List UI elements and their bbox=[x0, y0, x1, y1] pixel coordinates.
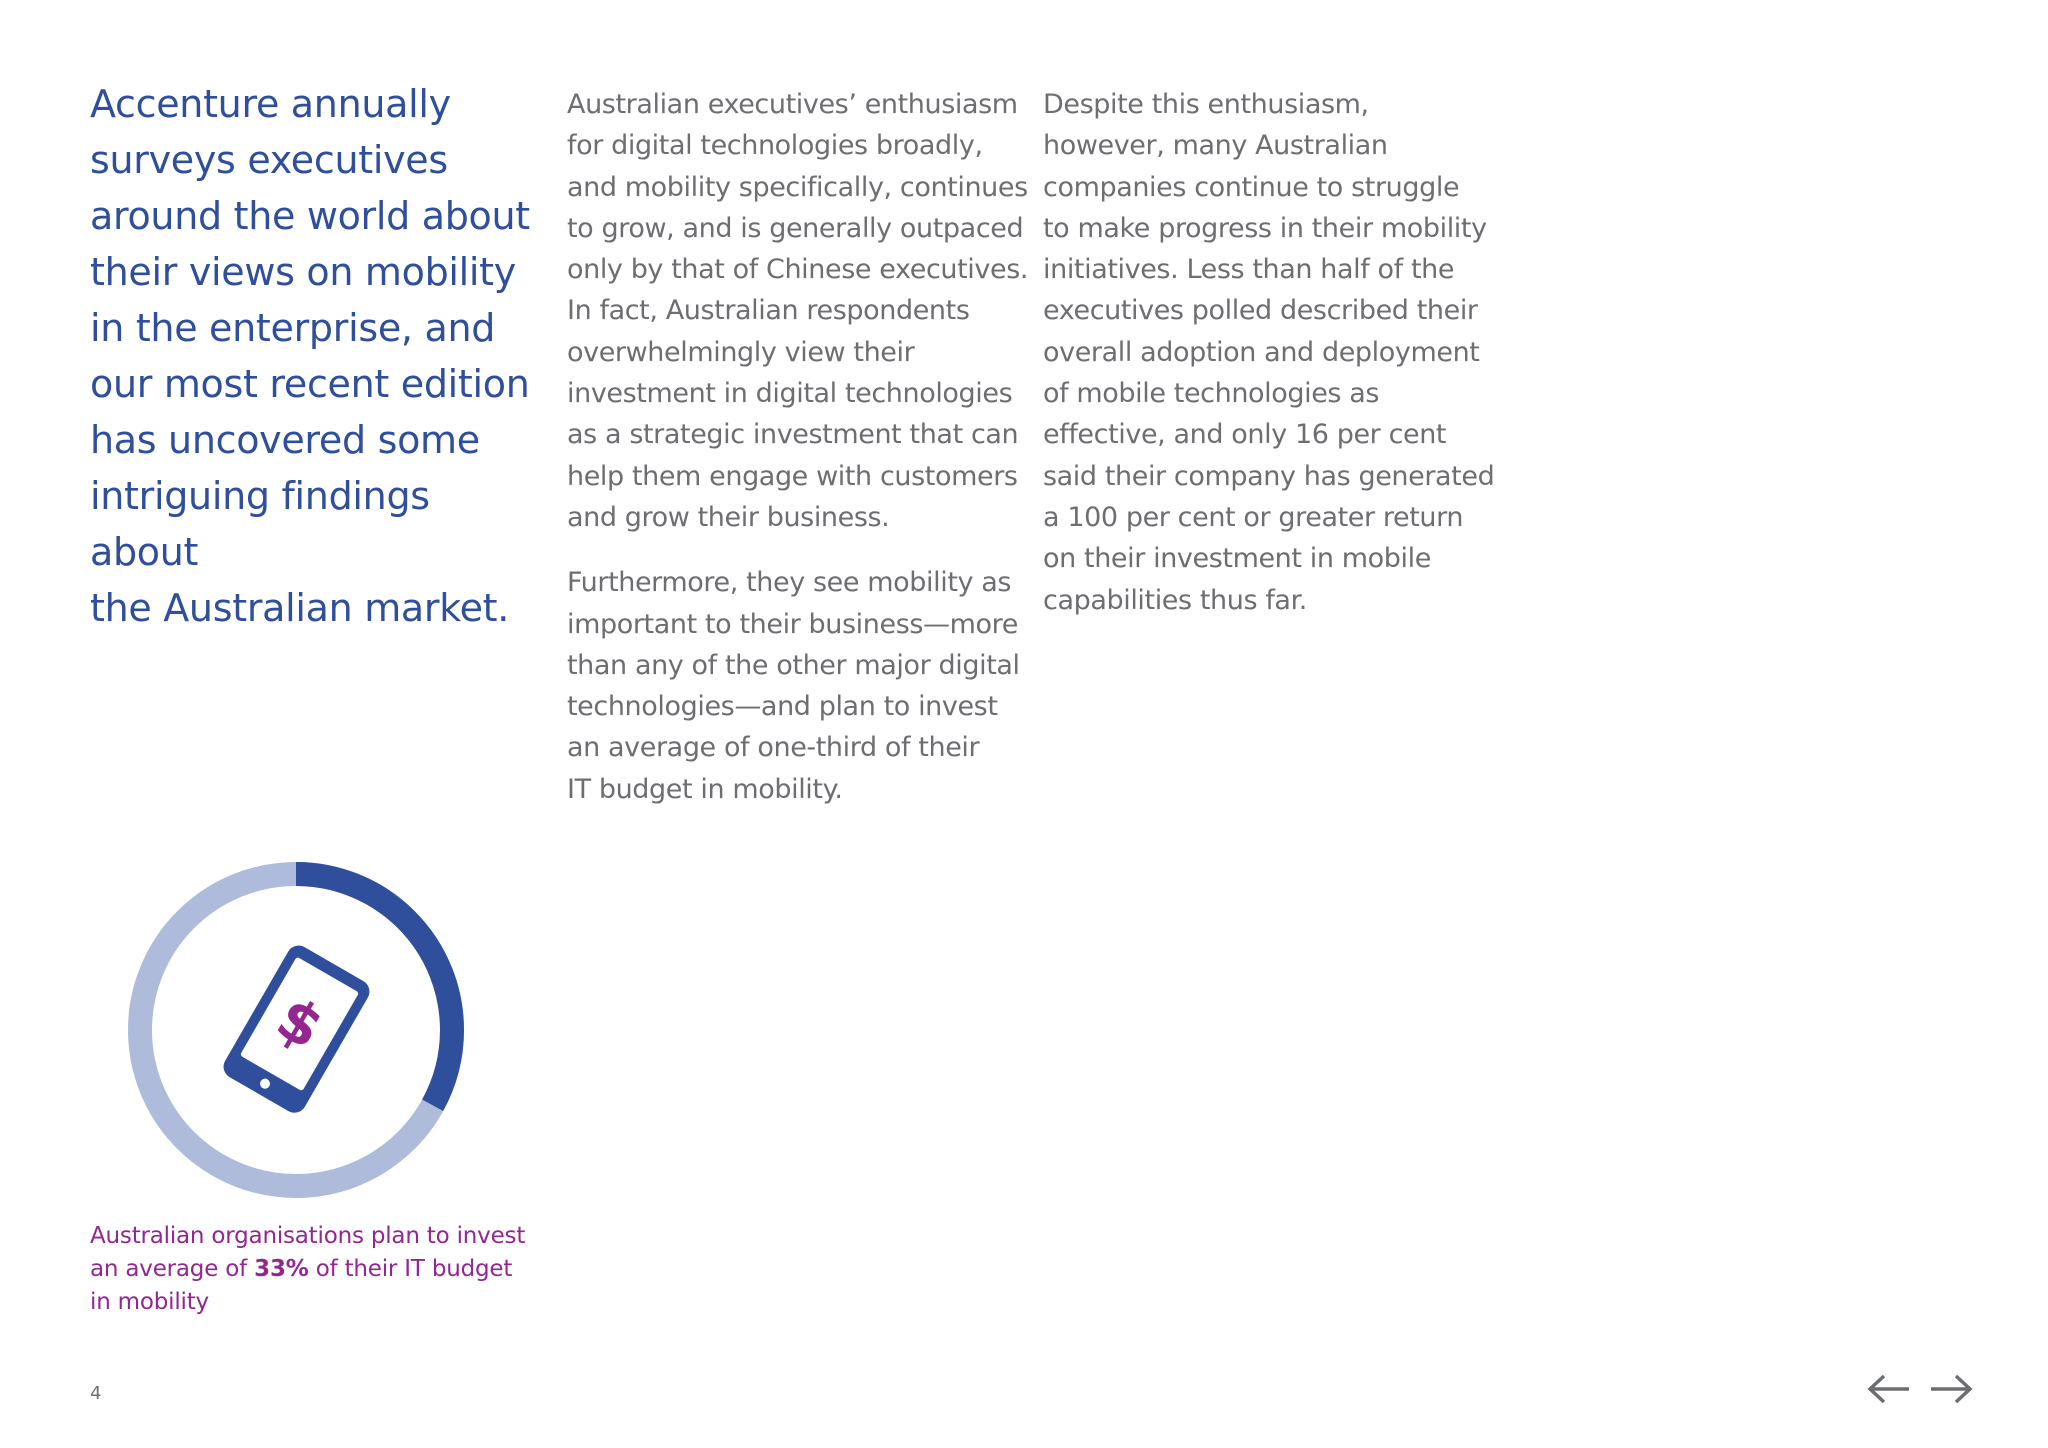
intro-heading-line: surveys executives bbox=[90, 138, 448, 182]
intro-heading-line: the Australian market. bbox=[90, 586, 510, 630]
body-line: to grow, and is generally outpaced bbox=[567, 212, 1024, 244]
body-line: overwhelmingly view their bbox=[567, 336, 915, 368]
body-line: and mobility specifically, continues bbox=[567, 171, 1028, 203]
body-line: however, many Australian bbox=[1043, 130, 1388, 162]
paragraph-mobility-importance bbox=[567, 562, 1032, 810]
body-line: on their investment in mobile bbox=[1043, 543, 1431, 575]
caption-highlight-percent: 33% bbox=[254, 1256, 309, 1282]
paragraph-digital-enthusiasm bbox=[567, 84, 1032, 538]
body-line: of mobile technologies as bbox=[1043, 378, 1380, 410]
body-line: capabilities thus far. bbox=[1043, 584, 1307, 616]
intro-heading-line: has uncovered some bbox=[90, 418, 480, 462]
body-column-middle bbox=[567, 84, 1032, 810]
body-line: a 100 per cent or greater return bbox=[1043, 501, 1464, 533]
body-line: investment in digital technologies bbox=[567, 378, 1013, 410]
arrow-left-icon[interactable] bbox=[1866, 1372, 1912, 1406]
body-line: In fact, Australian respondents bbox=[567, 295, 970, 327]
body-line: IT budget in mobility. bbox=[567, 773, 843, 805]
page-number: 4 bbox=[90, 1383, 102, 1404]
infographic-caption bbox=[90, 1220, 530, 1319]
body-column-right bbox=[1043, 84, 1508, 621]
caption-line: in mobility bbox=[90, 1289, 209, 1315]
body-line: an average of one-third of their bbox=[567, 732, 980, 764]
dollar-sign-icon: $ bbox=[265, 983, 335, 1063]
body-line: executives polled described their bbox=[1043, 295, 1478, 327]
arrow-right-icon[interactable] bbox=[1928, 1372, 1974, 1406]
intro-heading-line: their views on mobility bbox=[90, 250, 516, 294]
body-line: important to their business—more bbox=[567, 608, 1018, 640]
body-line: Furthermore, they see mobility as bbox=[567, 567, 1012, 599]
intro-heading-line: around the world about bbox=[90, 194, 530, 238]
body-line: technologies—and plan to invest bbox=[567, 691, 998, 723]
body-line: for digital technologies broadly, bbox=[567, 130, 983, 162]
body-line: help them engage with customers bbox=[567, 460, 1018, 492]
body-line: than any of the other major digital bbox=[567, 649, 1020, 681]
intro-heading-line: Accenture annually bbox=[90, 82, 451, 126]
caption-line-end: of their IT budget bbox=[308, 1256, 513, 1282]
intro-heading-line: intriguing findings about bbox=[90, 474, 430, 574]
tablet-dollar-icon bbox=[219, 941, 374, 1117]
paragraph-mobility-struggle bbox=[1043, 84, 1508, 621]
intro-heading bbox=[90, 76, 540, 636]
caption-line-start: an average of bbox=[90, 1256, 255, 1282]
body-line: as a strategic investment that can bbox=[567, 419, 1019, 451]
body-line: and grow their business. bbox=[567, 501, 890, 533]
body-line: said their company has generated bbox=[1043, 460, 1495, 492]
body-line: to make progress in their mobility bbox=[1043, 212, 1487, 244]
budget-share-donut bbox=[128, 862, 464, 1198]
intro-heading-line: in the enterprise, and bbox=[90, 306, 496, 350]
body-line: overall adoption and deployment bbox=[1043, 336, 1480, 368]
body-line: Despite this enthusiasm, bbox=[1043, 89, 1369, 120]
body-line: effective, and only 16 per cent bbox=[1043, 419, 1447, 451]
intro-heading-line: our most recent edition bbox=[90, 362, 530, 406]
caption-line: Australian organisations plan to invest bbox=[90, 1223, 526, 1249]
body-line: Australian executives’ enthusiasm bbox=[567, 89, 1018, 120]
body-line: only by that of Chinese executives. bbox=[567, 254, 1029, 286]
body-line: companies continue to struggle bbox=[1043, 171, 1460, 203]
body-line: initiatives. Less than half of the bbox=[1043, 254, 1455, 286]
